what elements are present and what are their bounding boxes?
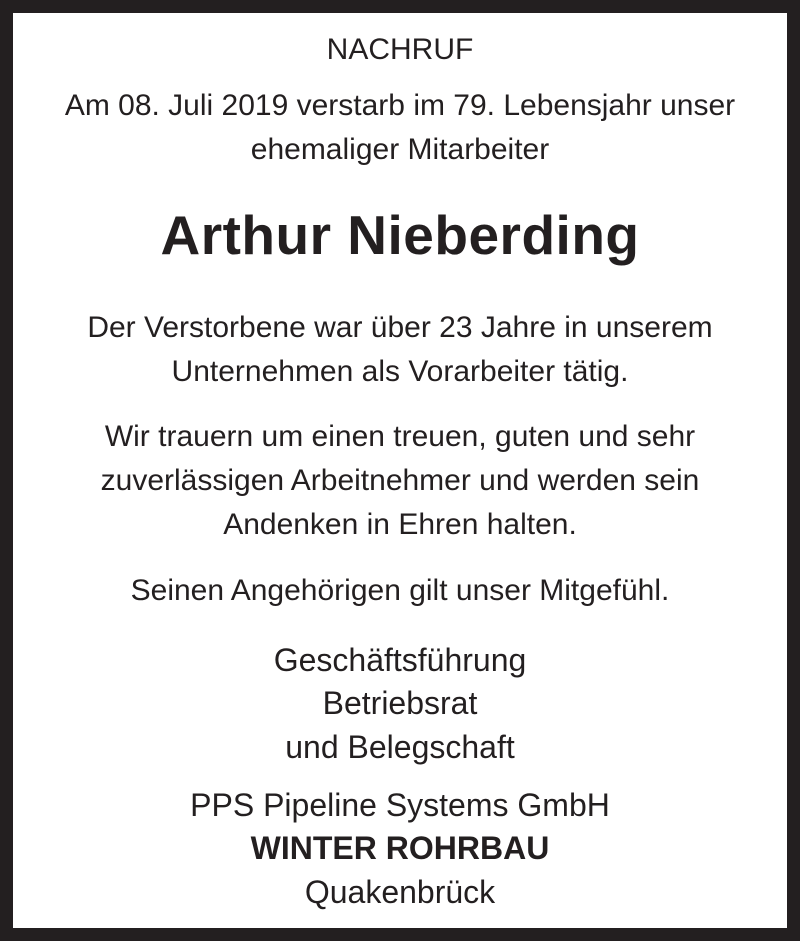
signatory-staff: und Belegschaft — [285, 729, 515, 765]
deceased-name: Arthur Nieberding — [160, 204, 640, 266]
intro-line-1: Am 08. Juli 2019 verstarb im 79. Lebensjahr unser — [64, 89, 736, 122]
company-location: Quakenbrück — [304, 874, 496, 910]
paragraph-2-line-1: Wir trauern um einen treuen, guten und sehr — [104, 420, 696, 453]
intro-line-2: ehemaliger Mitarbeiter — [250, 133, 550, 166]
signatory-works-council: Betriebsrat — [322, 685, 478, 721]
paragraph-2-line-2: zuverlässigen Arbeitnehmer und werden sein — [100, 464, 700, 497]
signatory-management: Geschäftsführung — [273, 642, 527, 678]
paragraph-1-line-2: Unternehmen als Vorarbeiter tätig. — [171, 355, 629, 388]
company-name: PPS Pipeline Systems GmbH — [190, 787, 610, 823]
notice-heading: NACHRUF — [326, 33, 474, 66]
company-division: WINTER ROHRBAU — [250, 830, 550, 866]
paragraph-1-line-1: Der Verstorbene war über 23 Jahre in unserem — [87, 311, 713, 344]
paragraph-2-line-3: Andenken in Ehren halten. — [223, 508, 577, 541]
condolence-text: Seinen Angehörigen gilt unser Mitgefühl. — [130, 574, 670, 607]
